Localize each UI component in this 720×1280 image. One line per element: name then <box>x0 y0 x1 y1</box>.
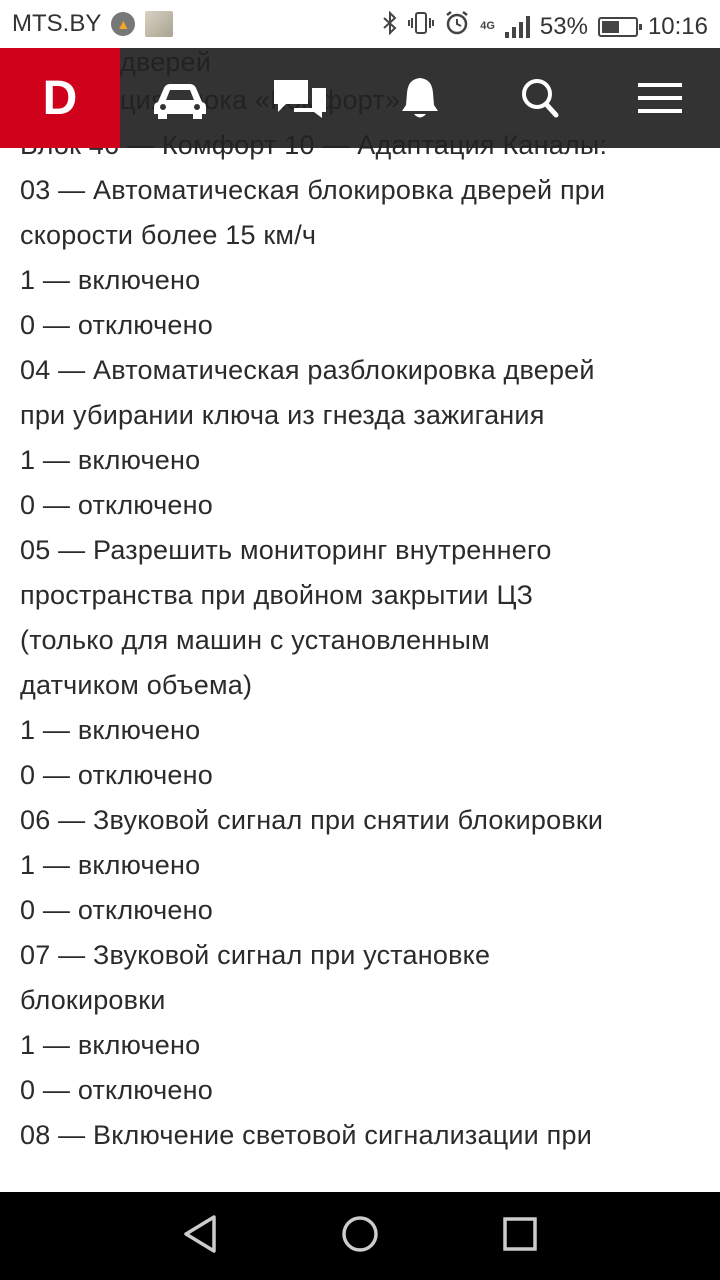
back-button[interactable] <box>170 1210 230 1262</box>
photo-notification-icon <box>145 11 173 37</box>
home-icon <box>340 1214 380 1259</box>
menu-icon <box>638 81 682 115</box>
article-line: 1 — включено <box>20 850 201 880</box>
article-line: 1 — включено <box>20 265 201 295</box>
notifications-button[interactable] <box>360 48 480 148</box>
bluetooth-icon <box>382 11 398 42</box>
article-line: скорости более 15 км/ч <box>20 220 317 250</box>
recents-icon <box>502 1216 538 1257</box>
article-line: при убирании ключа из гнезда зажигания <box>20 400 545 430</box>
search-icon <box>520 77 560 119</box>
site-logo[interactable]: D <box>0 48 120 148</box>
menu-button[interactable] <box>600 48 720 148</box>
article-line: (только для машин с установленным <box>20 625 490 655</box>
site-header <box>0 48 720 148</box>
chat-icon <box>272 76 328 120</box>
car-button[interactable] <box>120 48 240 148</box>
back-icon <box>182 1214 218 1259</box>
status-bar-right <box>382 10 708 43</box>
article-line: 04 — Автоматическая разблокировка дверей <box>20 355 595 385</box>
vibrate-icon <box>408 11 434 42</box>
battery-percentage: 53% <box>539 12 588 40</box>
article-line: 05 — Разрешить мониторинг внутреннего <box>20 535 552 565</box>
messages-button[interactable] <box>240 48 360 148</box>
signal-strength-icon <box>505 16 530 38</box>
article-body <box>20 40 700 1158</box>
carrier-label: MTS.BY <box>12 10 102 37</box>
network-type-label: 4G <box>480 20 495 32</box>
article-line: 03 — Автоматическая блокировка дверей при <box>20 175 606 205</box>
bell-icon <box>400 75 440 121</box>
article-line: 1 — включено <box>20 445 201 475</box>
article-line: 0 — отключено <box>20 490 213 520</box>
home-button[interactable] <box>330 1210 390 1262</box>
article-line: 1 — включено <box>20 715 201 745</box>
status-bar-left <box>12 10 173 38</box>
article-line: 0 — отключено <box>20 895 213 925</box>
article-line: 0 — отключено <box>20 1075 213 1105</box>
search-button[interactable] <box>480 48 600 148</box>
article-line: 0 — отключено <box>20 760 213 790</box>
battery-icon <box>598 17 638 37</box>
article-line: блокировки <box>20 985 166 1015</box>
article-text <box>20 123 700 1158</box>
clock: 10:16 <box>647 12 708 40</box>
article-line: 08 — Включение световой сигнализации при <box>20 1120 592 1150</box>
system-navigation-bar <box>0 1192 720 1280</box>
article-line: датчиком объема) <box>20 670 253 700</box>
car-icon <box>150 76 210 120</box>
article-line: пространства при двойном закрытии ЦЗ <box>20 580 534 610</box>
alarm-icon <box>444 10 470 43</box>
article-line: 07 — Звуковой сигнал при установке <box>20 940 491 970</box>
article-line: 0 — отключено <box>20 310 213 340</box>
article-line: 1 — включено <box>20 1030 201 1060</box>
recents-button[interactable] <box>490 1210 550 1262</box>
browser-notification-icon: ▲ <box>111 12 135 36</box>
article-line: 06 — Звуковой сигнал при снятии блокировки <box>20 805 604 835</box>
